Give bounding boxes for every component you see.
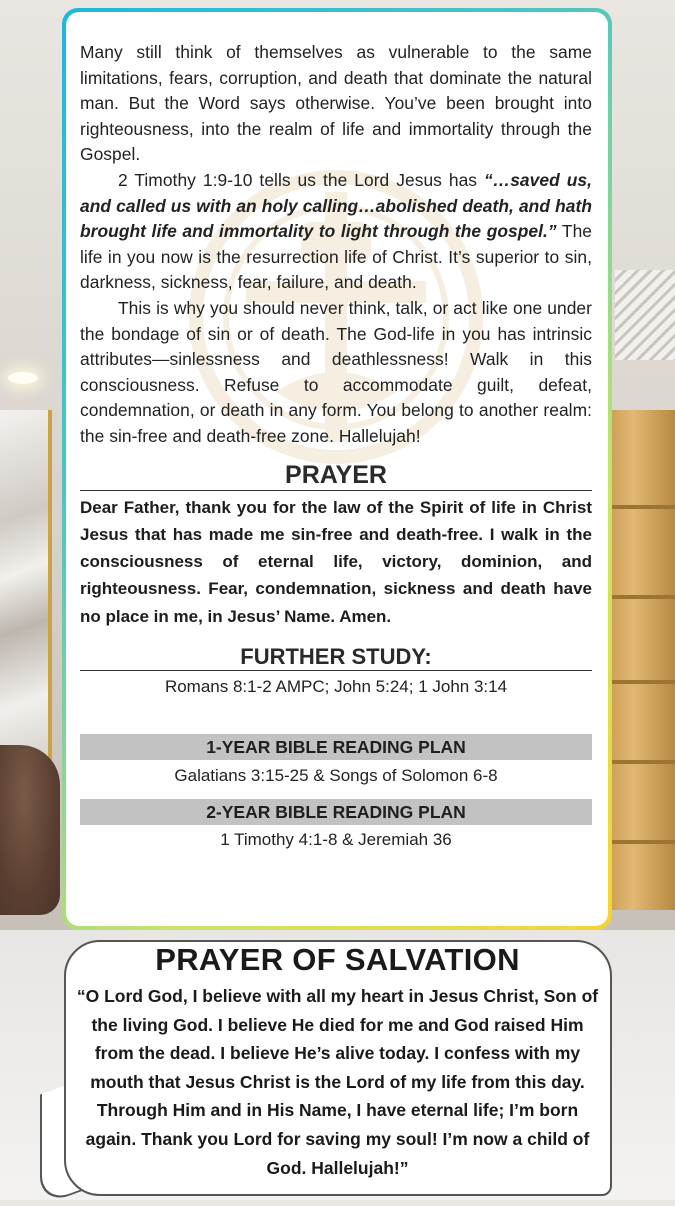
- devotional-paragraph-3: This is why you should never think, talk, or act like one under the bondage of sin or of death. The God-life in you has intrinsic attributes—sinlessness and deathlessness! Walk in this consciousness. Refuse to accommodate guilt, defeat, condemnation, or death in any form. You belong to another realm: the sin-free and death-free zone. Hallelujah!: [80, 297, 592, 446]
- salvation-title: PRAYER OF SALVATION: [155, 942, 520, 977]
- background-marble-wall: [0, 410, 52, 770]
- paragraph-2-rest: The life in you now is the resurrection life of Christ. It’s superior to sin, darkness, sickness, fear, failure, and death.: [80, 221, 593, 293]
- devotional-body: [80, 40, 592, 450]
- devotional-paragraph-2: [80, 168, 592, 296]
- salvation-prayer-text: “O Lord God, I believe with all my heart in Jesus Christ, Son of the living God. I believe He died for me and God raised Him from the dead. I believe He’s alive today. I confess with my mouth that Jesus Christ is the Lord of my life from this day. Through Him and in His Name, I have eternal life; I’m born again. Thank you Lord for saving my soul! I’m now a child of God. Hallelujah!”: [76, 986, 599, 1178]
- background-armchair: [0, 745, 60, 915]
- prayer-divider: [80, 490, 592, 491]
- background-ceiling-light: [8, 372, 38, 384]
- background-ceiling-vent: [615, 270, 675, 360]
- prayer-text: Dear Father, thank you for the law of the Spirit of life in Christ Jesus that has made me sin-free and death-free. I walk in the consciousness of eternal life, victory, dominion, and righteousness. Fear, condemnation, sickness and death have no place in me, in Jesus’ Name. Amen.: [80, 497, 592, 626]
- reading-plan-1-title: 1-YEAR BIBLE READING PLAN: [80, 734, 592, 760]
- scripture-intro: 2 Timothy 1:9-10 tells us the Lord Jesus has: [118, 169, 485, 190]
- further-study-references: Romans 8:1-2 AMPC; John 5:24; 1 John 3:14: [164, 676, 508, 696]
- scripture-quote: “…saved us, and called us with an holy calling…abolished death, and hath brought life and immortality to light through the gospel.”: [80, 169, 592, 242]
- devotional-card: [62, 8, 612, 930]
- devotional-card-content: [66, 12, 608, 926]
- devotional-paragraph-1: Many still think of themselves as vulnerable to the same limitations, fears, corruption, and death that dominate the natural man. But the Word says otherwise. You’ve been brought into righteousness, into the realm of life and immortality through the Gospel.: [80, 42, 592, 165]
- further-study-title: FURTHER STUDY:: [240, 643, 432, 669]
- reading-plan-2-title: 2-YEAR BIBLE READING PLAN: [80, 799, 592, 825]
- further-study-divider: [80, 670, 592, 671]
- reading-plan-2-passage: 1 Timothy 4:1-8 & Jeremiah 36: [220, 829, 452, 849]
- prayer-title: PRAYER: [285, 460, 387, 489]
- reading-plan-1-passage: Galatians 3:15-25 & Songs of Solomon 6-8: [174, 765, 498, 785]
- background-bookshelf: [605, 410, 675, 910]
